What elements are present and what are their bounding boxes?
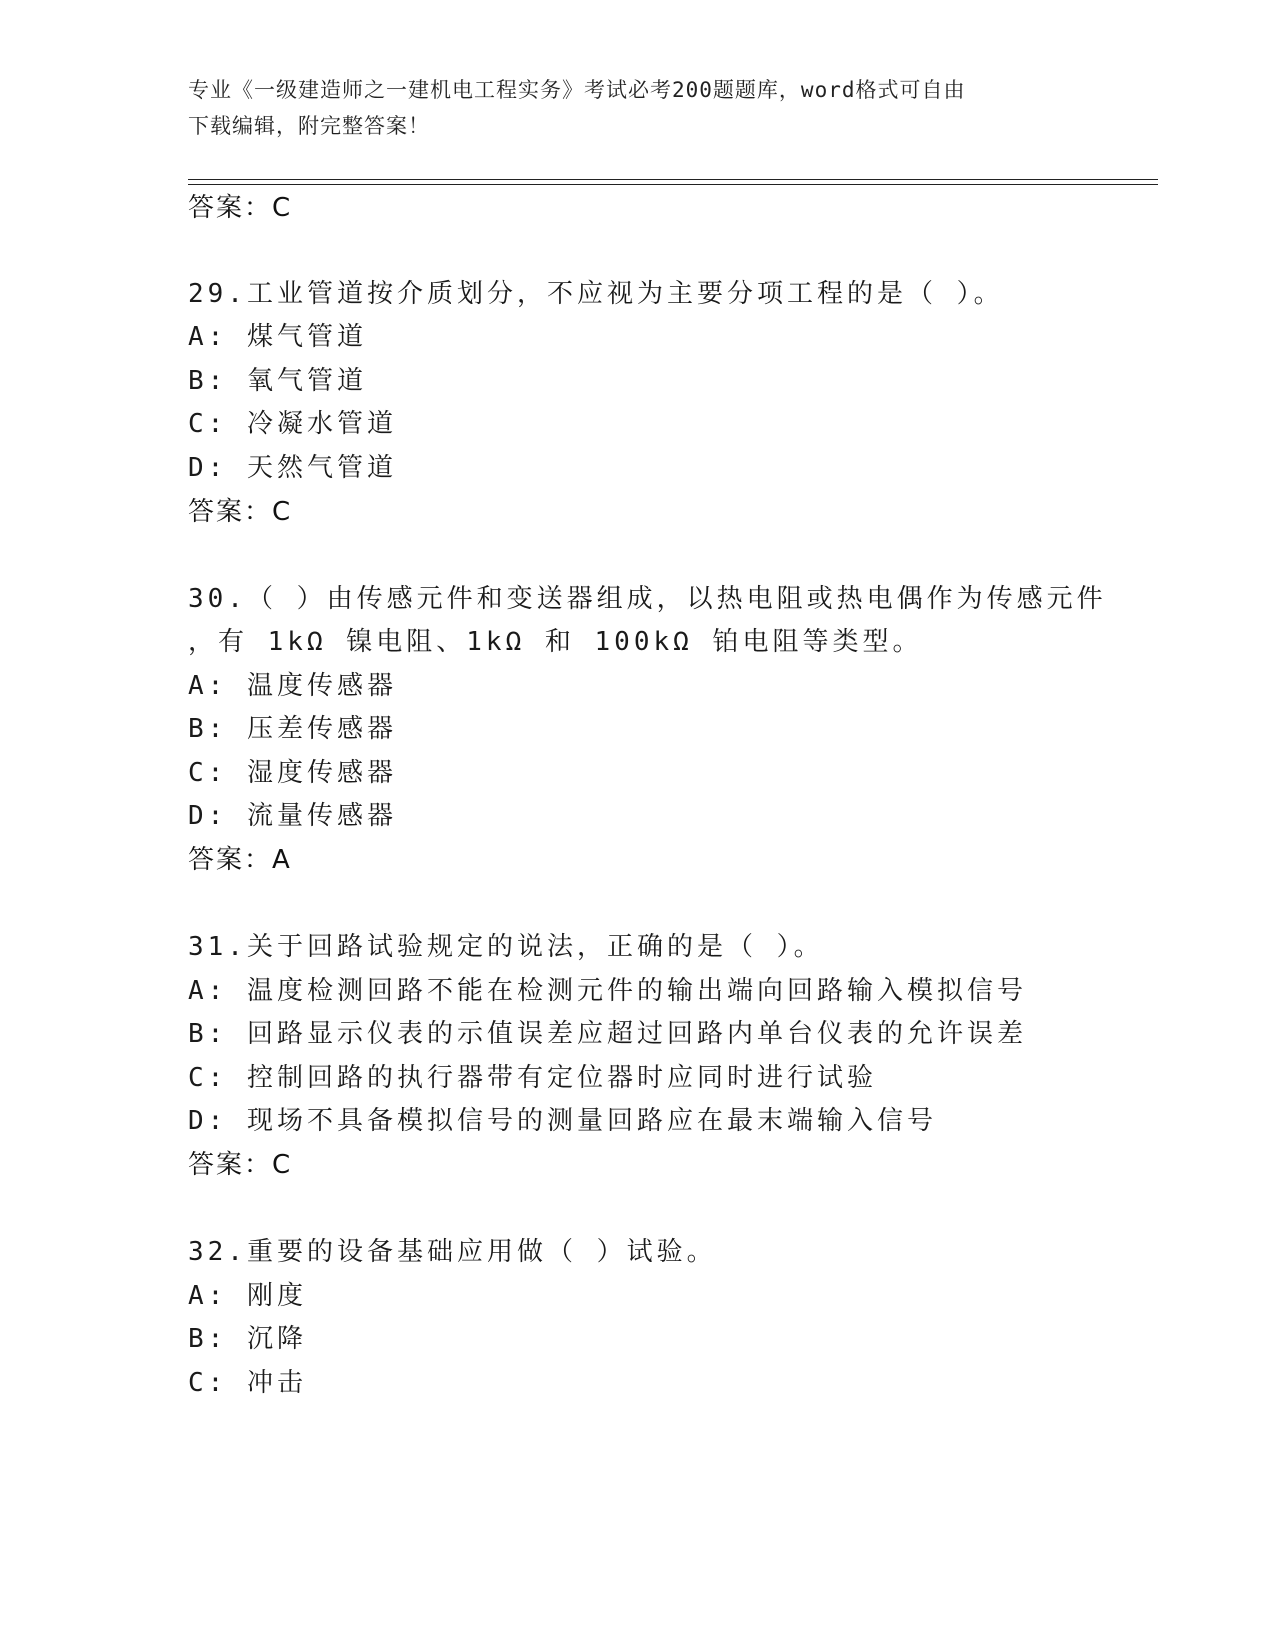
question-31-option-a: A: 温度检测回路不能在检测元件的输出端向回路输入模拟信号 bbox=[188, 976, 1027, 1006]
question-29-option-c: C: 冷凝水管道 bbox=[188, 409, 397, 439]
answer-29: 答案：C bbox=[188, 497, 293, 527]
question-29-option-a: A: 煤气管道 bbox=[188, 322, 367, 352]
question-32-option-b: B: 沉降 bbox=[188, 1324, 307, 1354]
header-divider-bottom bbox=[188, 184, 1158, 185]
question-29-stem: 29.工业管道按介质划分，不应视为主要分项工程的是（ ）。 bbox=[188, 279, 1004, 309]
header-line-2: 下载编辑，附完整答案！ bbox=[188, 114, 430, 138]
question-30-option-b: B: 压差传感器 bbox=[188, 714, 397, 744]
question-32-option-c: C: 冲击 bbox=[188, 1368, 307, 1398]
header-divider-top bbox=[188, 179, 1158, 180]
question-31-option-b: B: 回路显示仪表的示值误差应超过回路内单台仪表的允许误差 bbox=[188, 1019, 1027, 1049]
question-30-stem-line-2: ，有 1kΩ 镍电阻、1kΩ 和 100kΩ 铂电阻等类型。 bbox=[188, 627, 923, 657]
answer-31: 答案：C bbox=[188, 1150, 293, 1180]
question-30-stem-line-1: 30.（ ）由传感元件和变送器组成，以热电阻或热电偶作为传感元件 bbox=[188, 584, 1107, 614]
question-32-option-a: A: 刚度 bbox=[188, 1281, 307, 1311]
header-line-1: 专业《一级建造师之一建机电工程实务》考试必考200题题库，word格式可自由 bbox=[188, 78, 966, 102]
answer-30: 答案：A bbox=[188, 845, 292, 875]
question-31-option-d: D: 现场不具备模拟信号的测量回路应在最末端输入信号 bbox=[188, 1106, 937, 1136]
question-30-option-c: C: 湿度传感器 bbox=[188, 758, 397, 788]
question-31-stem: 31.关于回路试验规定的说法，正确的是（ ）。 bbox=[188, 932, 824, 962]
question-29-option-d: D: 天然气管道 bbox=[188, 453, 397, 483]
document-header bbox=[188, 72, 1088, 144]
question-32-stem: 32.重要的设备基础应用做（ ）试验。 bbox=[188, 1237, 717, 1267]
question-30-option-a: A: 温度传感器 bbox=[188, 671, 397, 701]
question-29-option-b: B: 氧气管道 bbox=[188, 366, 367, 396]
question-31-option-c: C: 控制回路的执行器带有定位器时应同时进行试验 bbox=[188, 1063, 877, 1093]
answer-28: 答案：C bbox=[188, 193, 293, 223]
question-30-option-d: D: 流量传感器 bbox=[188, 801, 397, 831]
